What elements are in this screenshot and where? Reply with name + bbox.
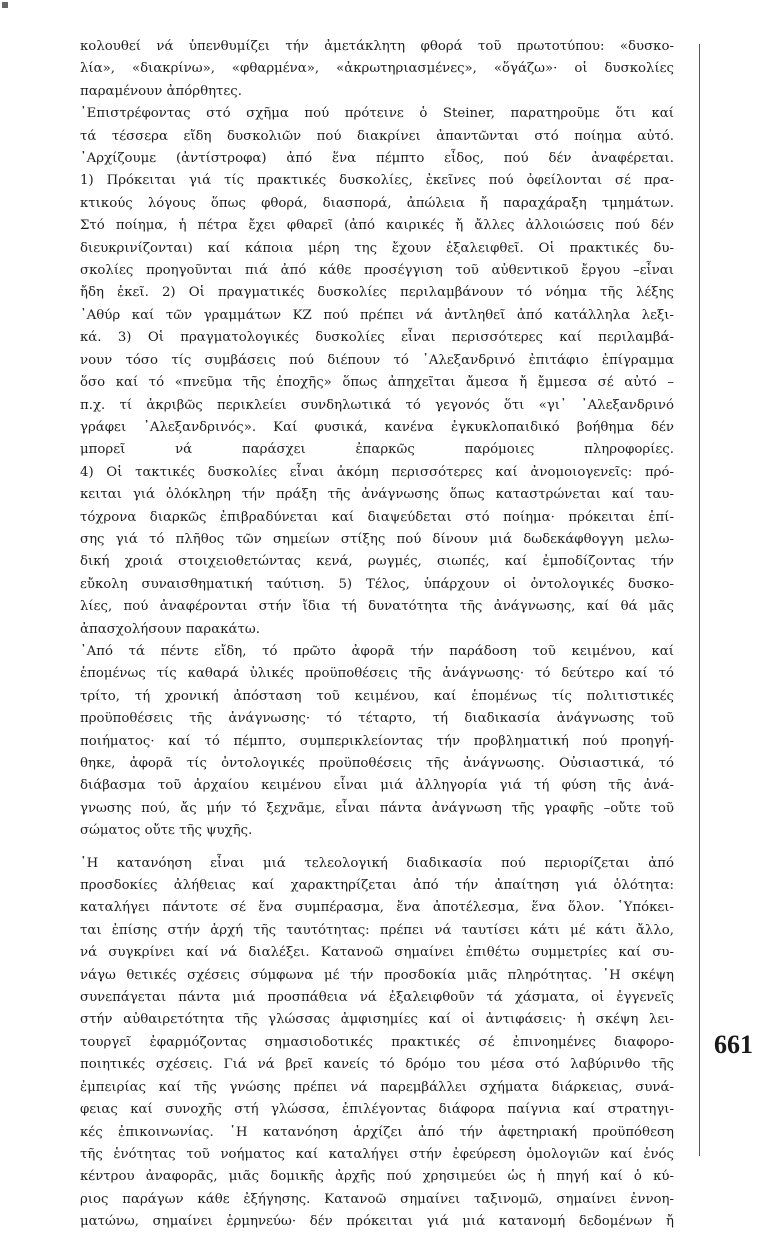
text-line: ἑπομένως τίς καθαρά ὑλικές προϋποθέσεις τῆς ἀνάγνωσης· τό δεύτερο καί τό: [80, 666, 674, 682]
text-line: εὔκολη συναισθηματική ταύτιση. 5) Τέλος, ὑπάρχουν οἱ ὀντολογικές δυσκο-: [80, 576, 674, 592]
text-line: καταλήγει πάντοτε σέ ἕνα συμπέρασμα, ἕνα ἀποτέλεσμα, ἕνα ὅλον. ῾Υπόκει-: [80, 900, 674, 916]
text-line: τρίτο, τή χρονική ἀπόσταση τοῦ κειμένου, καί ἑπομένως τίς πολιτιστικές: [80, 688, 674, 704]
text-line: μπορεῖ νά παράσχει ἐπαρκῶς παρόμοιες πληροφορίες.: [80, 442, 674, 458]
text-line: ᾿Από τά πέντε εἴδη, τό πρῶτο ἀφορᾶ τήν παράδοση τοῦ κειμένου, καί: [80, 643, 674, 659]
text-line: δική χροιά στοιχειοθετώντας κενά, ρωγμές, σιωπές, καί ἐμποδίζοντας τήν: [80, 554, 674, 570]
text-line: ἐμπειρίας καί τῆς γνώσης πρέπει νά παρεμβάλλει σχήματα διάρκειας, συνά-: [80, 1079, 674, 1095]
text-line: σώματος οὔτε τῆς ψυχῆς.: [80, 823, 253, 839]
paragraph: [80, 641, 674, 843]
text-line: σκολίες προηγοῦνται πιά ἀπό κάθε προσέγγιση τοῦ αὐθεντικοῦ ἔργου –εἶναι: [80, 263, 674, 279]
text-line: τόχρονα διαρκῶς ἐπιβραδύνεται καί διαψεύδεται στό ποίημα· πρόκειται ἐπί-: [80, 509, 674, 525]
text-line: ἤδη ἐκεῖ. 2) Οἱ πραγματικές δυσκολίες περιλαμβάνουν τό νόημα τῆς λέξης: [80, 285, 674, 301]
text-line: π.χ. τί ἀκριβῶς περικλείει συνδηλωτικά τό γεγονός ὅτι «γι᾿ ᾿Αλεξανδρινό: [80, 397, 674, 413]
paragraph: [80, 103, 674, 641]
text-line: ποιητικές σχέσεις. Γιά νά βρεῖ κανείς τό δρόμο του μέσα στό λαβύρινθο τῆς: [80, 1057, 674, 1073]
text-line: 1) Πρόκειται γιά τίς πρακτικές δυσκολίες, ἐκεῖνες πού ὀφείλονται σέ πρα-: [80, 173, 674, 189]
text-line: ὅσο καί τό «πνεῦμα τῆς ἐποχῆς» ὅπως ἀπηχεῖται ἄμεσα ἤ ἔμμεσα σέ αὐτό –: [80, 375, 674, 391]
text-line: γράφει ᾿Αλεξανδρινός». Καί φυσικά, κανένα ἐγκυκλοπαιδικό βοήθημα δέν: [80, 419, 674, 435]
text-line: θηκε, ἀφορᾶ τίς ὀντολογικές προϋποθέσεις τῆς ἀνάγνωσης. Οὐσιαστικά, τό: [80, 756, 674, 771]
text-line: σης γιά τό πλῆθος τῶν σημείων στίξης πού δίνουν μιά δωδεκάφθογγη μελω-: [80, 531, 674, 547]
text-line: λίες, πού ἀναφέρονται στήν ἴδια τή δυνατότητα τῆς ἀνάγνωσης, καί θά μᾶς: [80, 599, 674, 615]
text-line: τά τέσσερα εἴδη δυσκολιῶν πού διακρίνει ἀπαντῶνται στό ποίημα αὐτό.: [80, 128, 674, 144]
text-line: ἀπασχολήσουν παρακάτω.: [80, 621, 260, 637]
text-line: ᾿Αρχίζουμε (ἀντίστροφα) ἀπό ἕνα πέμπτο εἶδος, πού δέν ἀναφέρεται.: [80, 151, 674, 167]
text-line: λία», «διακρίνω», «φθαρμένα», «ἀκρωτηριασμένες», «ὅγάζω»· οἱ δυσκολίες: [80, 61, 674, 77]
text-line: τουργεῖ ἐφαρμόζοντας σημασιοδοτικές πρακτικές σέ ἐπινοημένες διαφορο-: [80, 1034, 674, 1050]
text-line: γνωσης πού, ἄς μήν τό ξεχνᾶμε, εἶναι πάντα ἀνάγνωση τῆς γραφῆς –οὔτε τοῦ: [80, 800, 674, 816]
text-line: ᾿Αθύρ καί τῶν γραμμάτων ΚΖ πού πρέπει νά ἀντληθεῖ ἀπό κατάλληλα λεξι-: [80, 307, 674, 323]
text-line: στήν αὐθαιρετότητα τῆς γλώσσας ἀμφισημίες καί οἱ ἀντιφάσεις· ἡ σκέψη λει-: [80, 1012, 674, 1028]
text-line: ῾Η κατανόηση εἶναι μιά τελεολογική διαδικασία πού περιορίζεται ἀπό: [80, 855, 674, 871]
text-line: ται ἐπίσης στήν ἀρχή τῆς ταυτότητας: πρέπει νά ταυτίσει κάτι μέ κάτι ἄλλο,: [80, 922, 674, 938]
page-number: 661: [714, 1030, 753, 1059]
text-line: ματώνω, σημαίνει ἑρμηνεύω· δέν πρόκειται γιά μιά κατανομή δεδομένων ἤ: [80, 1214, 674, 1230]
text-line: 4) Οἱ τακτικές δυσκολίες εἶναι ἀκόμη περισσότερες καί ἀνομοιογενεῖς: πρό-: [80, 464, 674, 480]
text-line: παραμένουν ἀπόρθητες.: [80, 83, 242, 99]
margin-rule: [699, 44, 700, 1156]
text-line: κειται γιά ὁλόκληρη τήν πράξη τῆς ἀνάγνωσης ὅπως καταστρώνεται καί ταυ-: [80, 487, 674, 503]
text-line: κές ἐπικοινωνίας. ῾Η κατανόηση ἀρχίζει ἀπό τήν ἀφετηριακή προϋπόθεση: [80, 1124, 674, 1140]
paragraph-gap: [80, 843, 674, 853]
text-line: Στό ποίημα, ἡ πέτρα ἔχει φθαρεῖ (ἀπό καιρικές ἤ ἄλλες ἀλλοιώσεις πού δέν: [80, 218, 674, 234]
text-line: διάβασμα τοῦ ἀρχαίου κειμένου εἶναι μιά ἀλληγορία γιά τή φύση τῆς ἀνά-: [80, 778, 674, 794]
text-line: προϋποθέσεις τῆς ἀνάγνωσης· τό τέταρτο, τή διαδικασία ἀνάγνωσης τοῦ: [80, 711, 674, 727]
paragraph: [80, 36, 674, 103]
text-line: νάγω θετικές σχέσεις σύμφωνα μέ τήν προσδοκία μιᾶς πληρότητας. ῾Η σκέψη: [80, 967, 674, 983]
text-line: κά. 3) Οἱ πραγματολογικές δυσκολίες εἶναι περισσότερες καί περιλαμβά-: [80, 330, 674, 346]
text-line: νά συγκρίνει καί νά διαλέξει. Κατανοῶ σημαίνει ἐπιθέτω συμμετρίες καί συ-: [80, 945, 674, 961]
text-line: ριος παράγων κάθε ἐξήγησης. Κατανοῶ σημαίνει ταξινομῶ, σημαίνει ἐννοη-: [80, 1191, 674, 1207]
text-line: κτικούς λόγους ὅπως φθορά, διασπορά, ἀπώλεια ἤ παραχάραξη τμημάτων.: [80, 195, 674, 211]
text-line: τῆς ἑνότητας τοῦ νοήματος καί καταλήγει στήν ἐφεύρεση ὁμολογιῶν καί ἑνός: [80, 1146, 674, 1162]
scan-artifact: [2, 2, 8, 8]
text-line: προσδοκίες ἀλήθειας καί χαρακτηρίζεται ἀπό τήν ἀπαίτηση γιά ὁλότητα:: [80, 878, 674, 894]
text-line: κολουθεί νά ὑπενθυμίζει τήν ἀμετάκλητη φθορά τοῦ πρωτοτύπου: «δυσκο-: [80, 39, 674, 54]
text-line: ποιήματος· καί τό πέμπτο, συμπερικλείοντας τήν προβληματική πού προηγή-: [80, 733, 674, 749]
text-line: κέντρου ἀναφορᾶς, μιᾶς δομικῆς ἀρχῆς πού χρησιμεύει ὡς ἡ πηγή καί ὁ κύ-: [80, 1169, 674, 1185]
text-line: διευκρινίζονται) καί κάποια μέρη της ἔχουν ἐξαλειφθεῖ. Οἱ πρακτικές δυ-: [80, 240, 674, 256]
text-line: νουν τόσο τίς συμβάσεις πού διέπουν τό ᾿Αλεξανδρινό ἐπιτάφιο ἐπίγραμμα: [80, 352, 674, 368]
text-line: συνεπάγεται πάντα μιά προσπάθεια νά ἐξαλειφθοῦν τά χάσματα, οἱ ἐγγενεῖς: [80, 990, 674, 1006]
text-line: φειας καί συνοχῆς στή γλώσσα, ἐπιλέγοντας διάφορα παίγνια καί στρατηγι-: [80, 1102, 674, 1118]
body-text: [80, 36, 674, 1234]
paragraph: [80, 853, 674, 1234]
text-line: ᾿Επιστρέφοντας στό σχῆμα πού πρότεινε ὁ Steiner, παρατηροῦμε ὅτι καί: [80, 106, 674, 122]
